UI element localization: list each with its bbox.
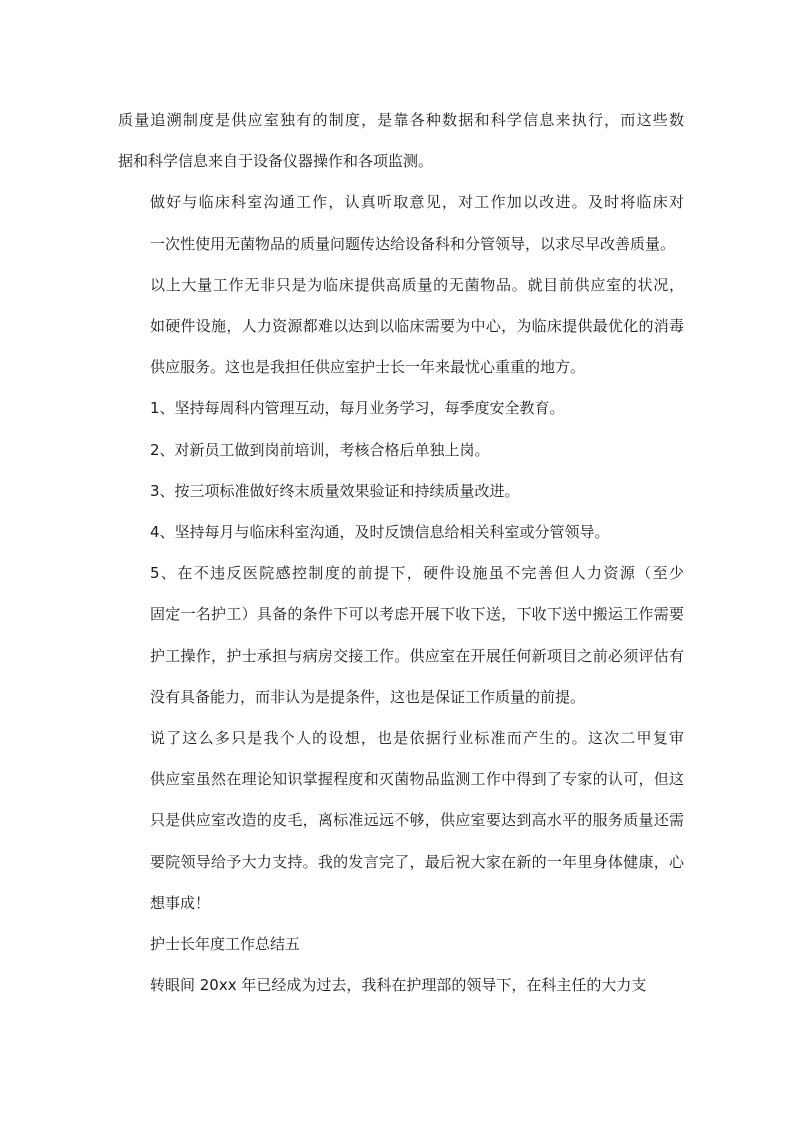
text-line: 要院领导给予大力支持。我的发言完了，最后祝大家在新的一年里身体健康，心 (150, 852, 684, 871)
text-line: 转眼间 20xx 年已经成为过去，我科在护理部的领导下，在科主任的大力支 (150, 976, 647, 995)
paragraph (118, 430, 684, 471)
paragraph (118, 512, 684, 553)
text-line: 1、坚持每周科内管理互动，每月业务学习，每季度安全教育。 (150, 399, 565, 418)
text-line: 据和科学信息来自于设备仪器操作和各项监测。 (118, 152, 434, 171)
text-line: 供应室虽然在理论知识掌握程度和灭菌物品监测工作中得到了专家的认可，但这 (150, 770, 684, 789)
text-line: 只是供应室改造的皮毛，离标准远远不够，供应室要达到高水平的服务质量还需 (150, 811, 684, 830)
text-line: 固定一名护工）具备的条件下可以考虑开展下收下送，下收下送中搬运工作需要 (150, 605, 684, 624)
document-body (118, 100, 684, 1006)
text-line: 以上大量工作无非只是为临床提供高质量的无菌物品。就目前供应室的状况， (150, 275, 684, 294)
text-line: 护士长年度工作总结五 (150, 935, 301, 954)
text-line: 想事成！ (150, 893, 211, 912)
paragraph (118, 718, 684, 924)
text-line: 2、对新员工做到岗前培训，考核合格后单独上岗。 (150, 440, 490, 459)
paragraph (118, 471, 684, 512)
text-line: 说了这么多只是我个人的设想，也是依据行业标准而产生的。这次二甲复审 (150, 729, 684, 748)
text-line: 一次性使用无菌物品的质量问题传达给设备科和分管领导，以求尽早改善质量。 (150, 234, 676, 253)
text-line: 没有具备能力，而非认为是提条件，这也是保证工作质量的前提。 (150, 687, 586, 706)
text-line: 如硬件设施，人力资源都难以达到以临床需要为中心，为临床提供最优化的消毒 (150, 317, 684, 336)
paragraph (118, 553, 684, 718)
paragraph (118, 100, 684, 182)
paragraph (118, 388, 684, 429)
text-line: 质量追溯制度是供应室独有的制度，是靠各种数据和科学信息来执行，而这些数 (118, 111, 684, 129)
paragraph (118, 924, 684, 965)
text-line: 做好与临床科室沟通工作，认真听取意见，对工作加以改进。及时将临床对 (150, 193, 684, 212)
paragraph (118, 182, 684, 264)
text-line: 4、坚持每月与临床科室沟通，及时反馈信息给相关科室或分管领导。 (150, 523, 610, 542)
paragraph (118, 965, 684, 1006)
text-line: 护工操作，护士承担与病房交接工作。供应室在开展任何新项目之前必须评估有 (150, 646, 684, 665)
paragraph (118, 265, 684, 389)
text-line: 3、按三项标准做好终末质量效果验证和持续质量改进。 (150, 481, 520, 500)
text-line: 5、在不违反医院感控制度的前提下，硬件设施虽不完善但人力资源（至少 (150, 564, 684, 583)
text-line: 供应服务。这也是我担任供应室护士长一年来最忧心重重的地方。 (150, 358, 586, 377)
